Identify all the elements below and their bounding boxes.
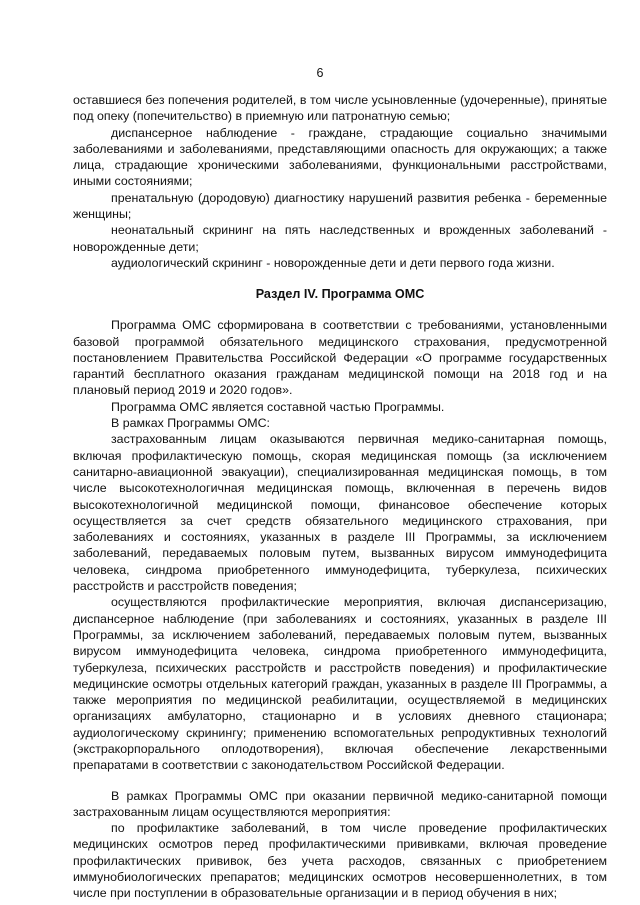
- paragraph: осуществляются профилактические мероприятия, включая диспансеризацию, диспансерное наблюдение (при заболеваниях и состояниях, указанных в разделе III Программы, за исключением заболеваний, передаваемых половым путем, вызванных вирусом иммунодефицита человека, синдрома приобретенного иммунодефицита, туберкулеза, психических расстройств и расстройств поведения) и профилактические медицинские осмотры отдельных категорий граждан, указанных в разделе III Программы, а также мероприятия по медицинской реабилитации, осуществляемой в медицинских организациях амбулаторно, стационарно и в условиях дневного стационара; аудиологическому скринингу; применению вспомогательных репродуктивных технологий (экстракорпорального оплодотворения), включая обеспечение лекарственными препаратами в соответствии с законодательством Российской Федерации.: [73, 595, 607, 773]
- section-heading: Раздел IV. Программа ОМС: [255, 287, 425, 302]
- paragraph: аудиологический скрининг - новорожденные дети и дети первого года жизни.: [111, 255, 555, 270]
- document-body: [73, 92, 607, 902]
- paragraph: пренатальную (дородовую) диагностику нарушений развития ребенка - беременные женщины;: [73, 190, 607, 222]
- paragraph: неонатальный скрининг на пять наследственных и врожденных заболеваний - новорожденные дети;: [73, 223, 607, 254]
- paragraph: В рамках Программы ОМС:: [111, 416, 270, 431]
- paragraph: застрахованным лицам оказываются первичная медико-санитарная помощь, включая профилактическую помощь, скорая медицинская помощь (за исключением санитарно-авиационной эвакуации), специализированная медицинская помощь, в том числе высокотехнологичная медицинская помощь, включенная в перечень видов высокотехнологичной медицинской помощи, финансовое обеспечение которых осуществляется за счет средств обязательного медицинского страхования, при заболеваниях и состояниях, указанных в разделе III Программы, за исключением заболеваний, передаваемых половым путем, вызванных вирусом иммунодефицита человека, синдрома приобретенного иммунодефицита, туберкулеза, психических расстройств и расстройств поведения;: [73, 432, 607, 594]
- paragraph: по профилактике заболеваний, в том числе проведение профилактических медицинских осмотров перед профилактическими прививками, включая проведение профилактических прививок, без учета расходов, связанных с приобретением иммунобиологических препаратов; медицинских осмотров несовершеннолетних, в том числе при поступлении в образовательные организации и в период обучения в них;: [73, 821, 607, 901]
- paragraph: Программа ОМС сформирована в соответствии с требованиями, установленными базовой программой обязательного медицинского страхования, предусмотренной постановлением Правительства Российской Федерации «О программе государственных гарантий бесплатного оказания гражданам медицинской помощи на 2018 год и на плановый период 2019 и 2020 годов».: [73, 318, 607, 398]
- paragraph: В рамках Программы ОМС при оказании первичной медико-санитарной помощи застрахованным лицам осуществляются мероприятия:: [73, 788, 607, 819]
- paragraph: диспансерное наблюдение - граждане, страдающие социально значимыми заболеваниями и заболеваниями, представляющими опасность для окружающих; а также лица, страдающие хроническими заболеваниями, функциональными расстройствами, иными состояниями;: [73, 125, 607, 189]
- paragraph: оставшиеся без попечения родителей, в том числе усыновленные (удочеренные), принятые под опеку (попечительство) в приемную или патронатную семью;: [73, 93, 607, 124]
- page-number: 6: [316, 66, 324, 80]
- paragraph: Программа ОМС является составной частью Программы.: [111, 399, 445, 414]
